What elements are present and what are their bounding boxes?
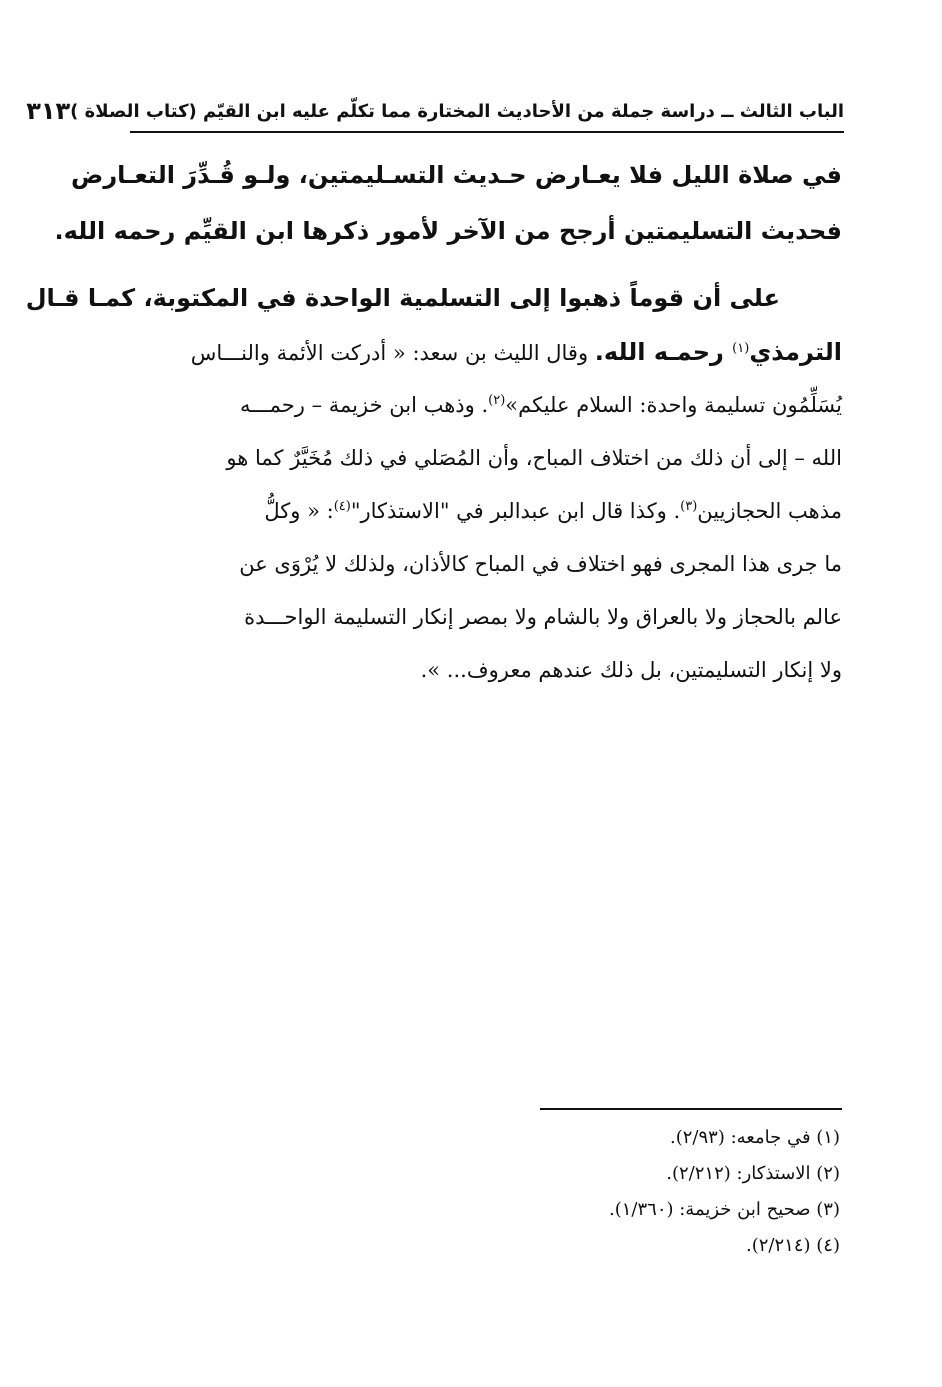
footnote-ref-2: (٢) [488,393,506,408]
footnote-3: (٣) صحيح ابن خزيمة: (١/٣٦٠). [609,1199,840,1220]
paragraph-2-line-7: عالم بالحجاز ولا بالعراق ولا بالشام ولا بمصر إنكار التسليمة الواحـــدة [244,605,842,629]
istidhkar-quote-start: : « وكلُّ [264,499,334,523]
page-number: ٣١٣ [26,97,71,125]
ibn-khuzaymah-start: . وذهب ابن خزيمة – رحمـــه [239,393,489,417]
ibn-abdulbarr-text: . وكذا قال ابن عبدالبر في "الاستذكار" [350,499,681,523]
header-title: الباب الثالث ــ دراسة جملة من الأحاديث المختارة مما تكلّم عليه ابن القيّم (كتاب الصلاة ) [70,100,844,122]
hijaz-school-text: مذهب الحجازيين [697,499,842,523]
footnote-1: (١) في جامعه: (٢/٩٣). [670,1127,840,1148]
footnote-ref-3: (٣) [680,499,698,514]
paragraph-2-line-4: الله – إلى أن ذلك من اختلاف المباح، وأن المُصَلي في ذلك مُخَيَّرٌ كما هو [226,446,842,470]
paragraph-2-line-2 [132,326,842,379]
footnote-4: (٤) (٢/٢١٤). [746,1235,840,1256]
layth-quote-start: وقال الليث بن سعد: « أدركت الأئمة والنـــاس [190,341,595,365]
footnotes [440,1120,840,1264]
paragraph-2-line-3 [132,379,842,432]
paragraph-2-line-6: ما جرى هذا المجرى فهو اختلاف في المباح كالأذان، ولذلك لا يُرْوَى عن [239,552,842,576]
footnote-ref-4: (٤) [333,499,351,514]
paragraph-2-line-1: على أن قوماً ذهبوا إلى التسلمية الواحدة في المكتوبة، كمـا قـال [25,284,780,312]
paragraph-2-line-5 [132,485,842,538]
rahimahullah-text: رحمـه الله. [594,338,733,366]
paragraph-1-line-1: في صلاة الليل فلا يعـارض حـديث التسـليمتين، ولـو قُـدِّرَ التعـارض [71,161,842,189]
footnote-separator [540,1108,842,1110]
footnote-2: (٢) الاستذكار: (٢/٢١٢). [666,1163,840,1184]
header-rule [130,131,844,133]
paragraph-1-line-2: فحديث التسليمتين أرجح من الآخر لأمور ذكرها ابن القيِّم رحمه الله. [54,217,842,245]
paragraph-2 [25,270,842,697]
footnote-ref-1: (١) [732,341,750,356]
running-header [26,94,844,128]
layth-quote-end: يُسَلِّمُون تسليمة واحدة: السلام عليكم» [505,393,842,417]
paragraph-1 [54,147,842,259]
paragraph-2-line-8: ولا إنكار التسليمتين، بل ذلك عندهم معروف... ». [420,658,842,682]
tirmidhi-name: الترمذي [749,338,842,366]
